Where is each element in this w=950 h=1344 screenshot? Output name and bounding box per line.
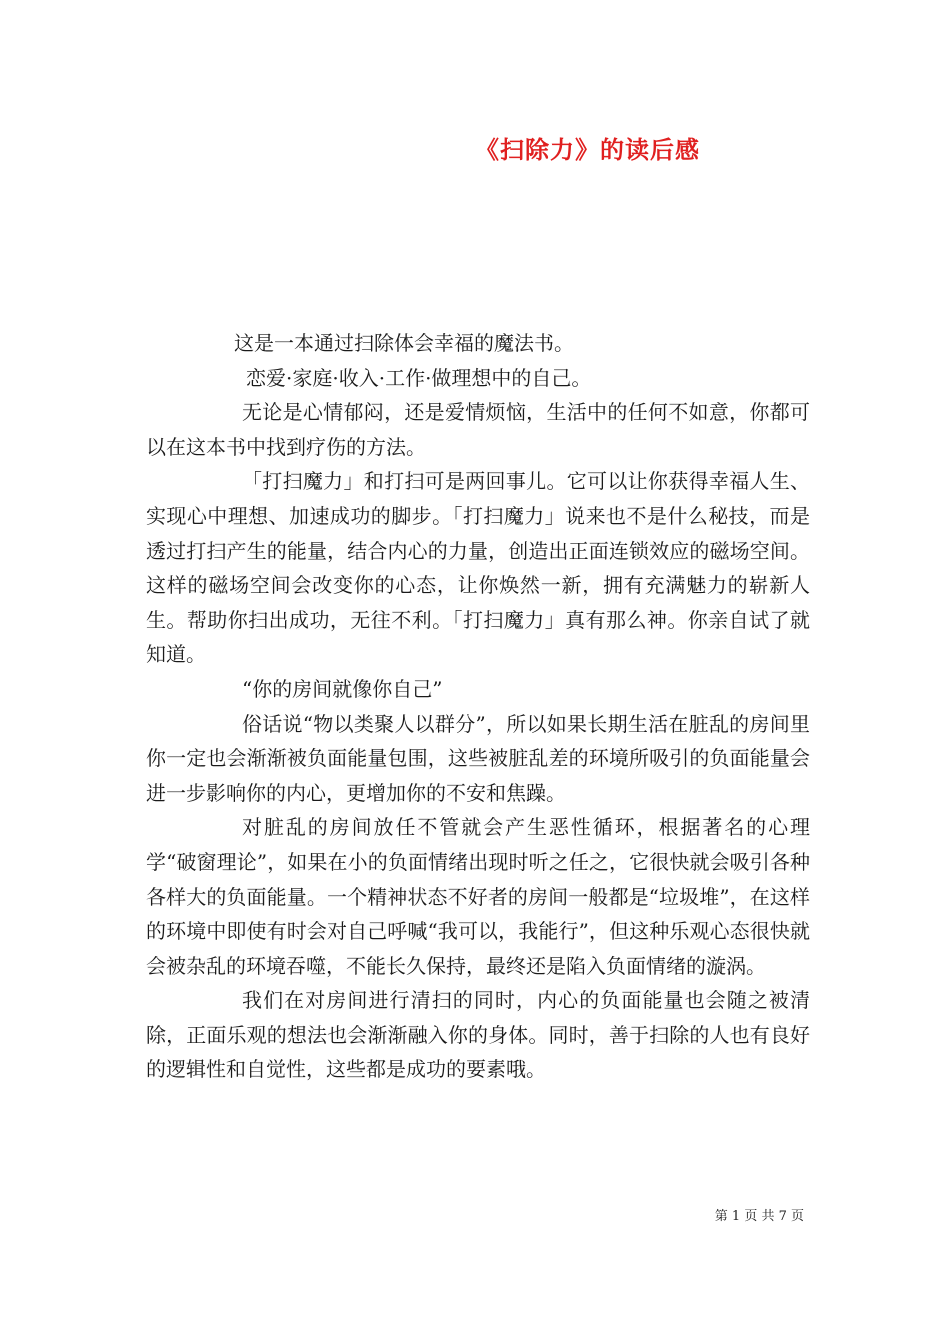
page-number: 第 1 页 共 7 页 [714, 1209, 804, 1224]
paragraph: 对脏乱的房间放任不管就会产生恶性循环，根据著名的心理学“破窗理论”，如果在小的负面情绪出现时听之任之，它很快就会吸引各种各样大的负面能量。一个精神状态不好者的房间一般都是“垃圾堆”，在这样的环境中即使有时会对自己呼喊“我可以，我能行”，但这种乐观心态很快就会被杂乱的环境吞噬，不能长久保持，最终还是陷入负面情绪的漩涡。 [146, 815, 810, 978]
document-body [146, 326, 810, 1087]
paragraph-intro: 这是一本通过扫除体会幸福的魔法书。 [234, 331, 574, 355]
paragraph-quote-heading: “你的房间就像你自己” [242, 676, 443, 701]
paragraph: 俗话说“物以类聚人以群分”，所以如果长期生活在脏乱的房间里你一定也会渐渐被负面能量包围，这些被脏乱差的环境所吸引的负面能量会进一步影响你的内心，更增加你的不安和焦躁。 [146, 711, 810, 805]
paragraph: 无论是心情郁闷，还是爱情烦恼，生活中的任何不如意，你都可以在这本书中找到疗伤的方法。 [146, 400, 810, 459]
paragraph: 我们在对房间进行清扫的同时，内心的负面能量也会随之被清除，正面乐观的想法也会渐渐融入你的身体。同时，善于扫除的人也有良好的逻辑性和自觉性，这些都是成功的要素哦。 [146, 988, 810, 1082]
paragraph-subtitle: 恋爱·家庭·收入·工作·做理想中的自己。 [246, 365, 592, 390]
paragraph: 「打扫魔力」和打扫可是两回事儿。它可以让你获得幸福人生、实现心中理想、加速成功的脚步。「打扫魔力」说来也不是什么秘技，而是透过打扫产生的能量，结合内心的力量，创造出正面连锁效应的磁场空间。这样的磁场空间会改变你的心态，让你焕然一新，拥有充满魅力的崭新人生。帮助你扫出成功，无往不利。「打扫魔力」真有那么神。你亲自试了就知道。 [146, 469, 810, 667]
document-title: 《扫除力》的读后感 [475, 136, 700, 164]
